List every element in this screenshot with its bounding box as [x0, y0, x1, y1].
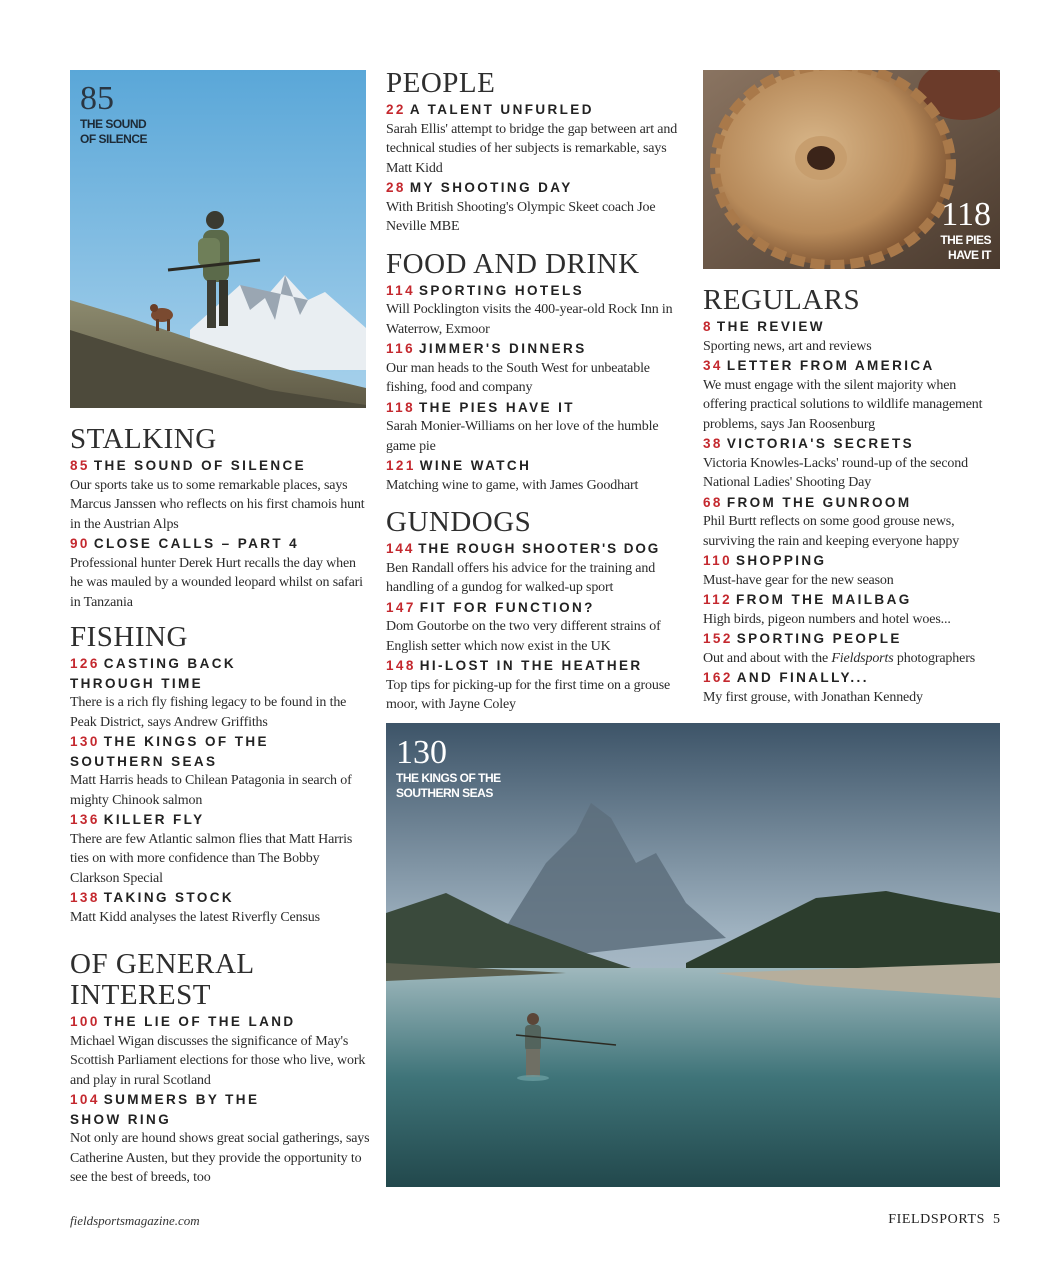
entry-title: CASTING BACK THROUGH TIME — [70, 656, 237, 691]
river-photo-caption-number: 130 — [396, 734, 447, 771]
section-fishing — [70, 622, 370, 927]
entry-description: Sarah Ellis' attempt to bridge the gap between art and technical studies of her subjects is remarkable, says Matt Kidd — [386, 121, 678, 176]
entry-title: WINE WATCH — [419, 458, 532, 473]
entry-number: 8 — [703, 319, 713, 334]
entry-title: FROM THE MAILBAG — [735, 592, 912, 607]
entry-number: 114 — [386, 282, 415, 298]
entry-title: THE KINGS OF THE SOUTHERN SEAS — [70, 734, 269, 769]
entry[interactable] — [703, 629, 1003, 668]
stalking-photo — [70, 70, 366, 408]
entry-number: 144 — [386, 541, 415, 556]
entry-title: KILLER FLY — [103, 812, 205, 827]
section-regulars — [703, 285, 1003, 707]
entry-description — [703, 649, 1003, 669]
entry-number: 118 — [386, 399, 415, 415]
stalking-photo-caption-number: 85 — [80, 80, 114, 117]
entry-description: Ben Randall offers his advice for the training and handling of a gundog for walked-up sport — [386, 560, 656, 595]
section-title-food-and-drink: FOOD AND DRINK — [386, 247, 640, 280]
section-food-and-drink — [386, 249, 690, 496]
entry[interactable] — [70, 456, 370, 534]
entry-description: Matching wine to game, with James Goodhart — [386, 477, 639, 493]
river-photo-caption-line1: THE KINGS OF THE — [396, 771, 501, 785]
entry[interactable] — [70, 1012, 370, 1090]
entry-description: With British Shooting's Olympic Skeet coach Joe Neville MBE — [386, 199, 656, 234]
entry-number: 112 — [703, 592, 732, 607]
entry[interactable] — [70, 1090, 370, 1188]
entry[interactable] — [386, 100, 690, 178]
entry-description-start: Out and about with the — [703, 650, 832, 666]
entry[interactable] — [703, 317, 1003, 356]
entry-description: We must engage with the silent majority when offering practical solutions to wildlife management problems, says Jan Roosenburg — [703, 377, 983, 432]
entry-description: Our man heads to the South West for unbeatable fishing, food and company — [386, 360, 650, 395]
entry-number: 34 — [703, 358, 723, 373]
entry-title: FROM THE GUNROOM — [726, 494, 912, 510]
entry-title: FIT FOR FUNCTION? — [419, 599, 595, 615]
footer-page-number: 5 — [993, 1212, 1000, 1227]
entry-description: There are few Atlantic salmon flies that Matt Harris ties on with more confidence than The Bobby Clarkson Special — [70, 831, 353, 886]
section-title-general-interest — [70, 949, 370, 1011]
entry-number: 85 — [70, 458, 90, 473]
column-left — [70, 424, 370, 1188]
entry-number: 110 — [703, 553, 732, 568]
entry[interactable] — [386, 656, 690, 715]
pie-photo-caption-number: 118 — [941, 196, 991, 233]
entry-number: 68 — [703, 494, 723, 510]
footer-website[interactable]: fieldsportsmagazine.com — [70, 1213, 200, 1228]
stalking-photo-caption-line1: THE SOUND — [80, 117, 147, 131]
section-title-regulars: REGULARS — [703, 284, 861, 316]
entry-title: VICTORIA'S SECRETS — [726, 436, 915, 451]
entry-title: JIMMER'S DINNERS — [418, 341, 587, 356]
entry-title: A TALENT UNFURLED — [409, 102, 594, 117]
river-photo — [386, 723, 1000, 1187]
entry-title: HI-LOST IN THE HEATHER — [419, 658, 643, 673]
entry-number: 22 — [386, 102, 406, 117]
section-general-interest — [70, 949, 370, 1188]
entry[interactable] — [70, 534, 370, 612]
entry-title: SPORTING HOTELS — [418, 282, 584, 298]
section-title-line2: INTEREST — [70, 979, 211, 1011]
pie-photo — [703, 70, 1000, 269]
entry[interactable] — [703, 590, 1003, 629]
entry-number: 28 — [386, 180, 406, 195]
entry-description: High birds, pigeon numbers and hotel woes... — [703, 611, 951, 627]
entry-title: SUMMERS BY THE SHOW RING — [70, 1092, 260, 1127]
entry[interactable] — [703, 551, 1003, 590]
entry-number: 130 — [70, 734, 100, 749]
entry-title: THE PIES HAVE IT — [418, 399, 575, 415]
section-title-stalking: STALKING — [70, 423, 217, 455]
entry-title: LETTER FROM AMERICA — [726, 358, 935, 373]
column-middle — [386, 68, 690, 715]
entry-description: Sarah Monier-Williams on her love of the humble game pie — [386, 419, 659, 454]
entry-number: 126 — [70, 656, 100, 671]
entry-number: 38 — [703, 436, 723, 451]
entry-description: My first grouse, with Jonathan Kennedy — [703, 689, 923, 705]
footer-magazine-name: FIELDSPORTS — [888, 1212, 985, 1227]
pie-photo-caption-line2: HAVE IT — [948, 248, 991, 262]
entry-title: AND FINALLY... — [736, 670, 869, 685]
entry[interactable] — [703, 434, 1003, 493]
entry[interactable] — [70, 732, 370, 810]
section-people — [386, 68, 690, 237]
entry-description: Professional hunter Derek Hurt recalls the day when he was mauled by a wounded leopard whilst on safari in Tanzania — [70, 555, 363, 610]
entry-title: SHOPPING — [735, 553, 827, 568]
entry-number: 100 — [70, 1014, 100, 1029]
entry-number: 148 — [386, 658, 416, 673]
entry[interactable] — [70, 888, 370, 927]
entry-number: 136 — [70, 812, 100, 827]
entry[interactable] — [703, 668, 1003, 707]
column-right — [703, 285, 1003, 707]
entry-description: Victoria Knowles-Lacks' round-up of the second National Ladies' Shooting Day — [703, 455, 968, 490]
section-title-line1: OF GENERAL — [70, 948, 255, 980]
entry-description: Dom Goutorbe on the two very different strains of English setter which now exist in the UK — [386, 619, 661, 654]
pie-photo-caption-line1: THE PIES — [940, 233, 991, 247]
entry-title: THE LIE OF THE LAND — [103, 1014, 296, 1029]
entry-title: THE SOUND OF SILENCE — [93, 458, 307, 473]
entry[interactable] — [70, 654, 370, 732]
section-title-gundogs: GUNDOGS — [386, 506, 532, 538]
entry-number: 121 — [386, 458, 416, 473]
entry-title: THE REVIEW — [716, 319, 825, 334]
entry[interactable] — [386, 539, 690, 598]
entry-title: MY SHOOTING DAY — [409, 180, 573, 195]
entry[interactable] — [386, 456, 690, 495]
entry[interactable] — [386, 281, 690, 340]
entry-title: TAKING STOCK — [103, 890, 235, 905]
entry[interactable] — [703, 493, 1003, 552]
entry-number: 162 — [703, 670, 733, 685]
entry[interactable] — [386, 339, 690, 398]
section-gundogs — [386, 507, 690, 715]
entry-description: Our sports take us to some remarkable places, says Marcus Janssen who reflects on his first chamois hunt in the Austrian Alps — [70, 477, 365, 532]
entry-title: THE ROUGH SHOOTER'S DOG — [418, 541, 661, 556]
entry-description: Will Pocklington visits the 400-year-old Rock Inn in Waterrow, Exmoor — [386, 302, 673, 337]
entry[interactable] — [386, 398, 690, 457]
section-stalking — [70, 424, 370, 612]
footer-folio — [888, 1212, 1000, 1228]
entry[interactable] — [386, 598, 690, 657]
entry-description: Michael Wigan discusses the significance of May's Scottish Parliament elections for those who live, work and play in rural Scotland — [70, 1033, 366, 1088]
entry-description: Phil Burtt reflects on some good grouse news, surviving the rain and keeping everyone happy — [703, 514, 960, 549]
entry-description: There is a rich fly fishing legacy to be found in the Peak District, says Andrew Griffiths — [70, 695, 347, 730]
entry-title: SPORTING PEOPLE — [736, 631, 902, 646]
stalking-photo-caption-line2: OF SILENCE — [80, 132, 148, 146]
entry-title: CLOSE CALLS – PART 4 — [93, 536, 300, 551]
entry[interactable] — [70, 810, 370, 888]
entry-number: 116 — [386, 341, 415, 356]
entry-number: 104 — [70, 1092, 100, 1107]
entry[interactable] — [386, 178, 690, 237]
entry-number: 90 — [70, 536, 90, 551]
entry-description: Matt Kidd analyses the latest Riverfly Census — [70, 909, 320, 925]
entry-description: Top tips for picking-up for the first time on a grouse moor, with Jayne Coley — [386, 677, 671, 712]
river-photo-caption-line2: SOUTHERN SEAS — [396, 786, 493, 800]
entry-description-end: photographers — [893, 650, 976, 666]
section-title-fishing: FISHING — [70, 621, 188, 653]
entry-description: Sporting news, art and reviews — [703, 338, 872, 354]
entry-description: Not only are hound shows great social gatherings, says Catherine Austen, but they provide the opportunity to see the best of breeds, too — [70, 1131, 370, 1185]
entry-number: 138 — [70, 890, 100, 905]
entry-description-italic: Fieldsports — [831, 650, 894, 666]
entry-number: 147 — [386, 599, 416, 615]
entry-description: Matt Harris heads to Chilean Patagonia in search of mighty Chinook salmon — [70, 773, 352, 808]
entry-description: Must-have gear for the new season — [703, 572, 894, 588]
entry-number: 152 — [703, 631, 733, 646]
entry[interactable] — [703, 356, 1003, 434]
section-title-people: PEOPLE — [386, 67, 496, 99]
